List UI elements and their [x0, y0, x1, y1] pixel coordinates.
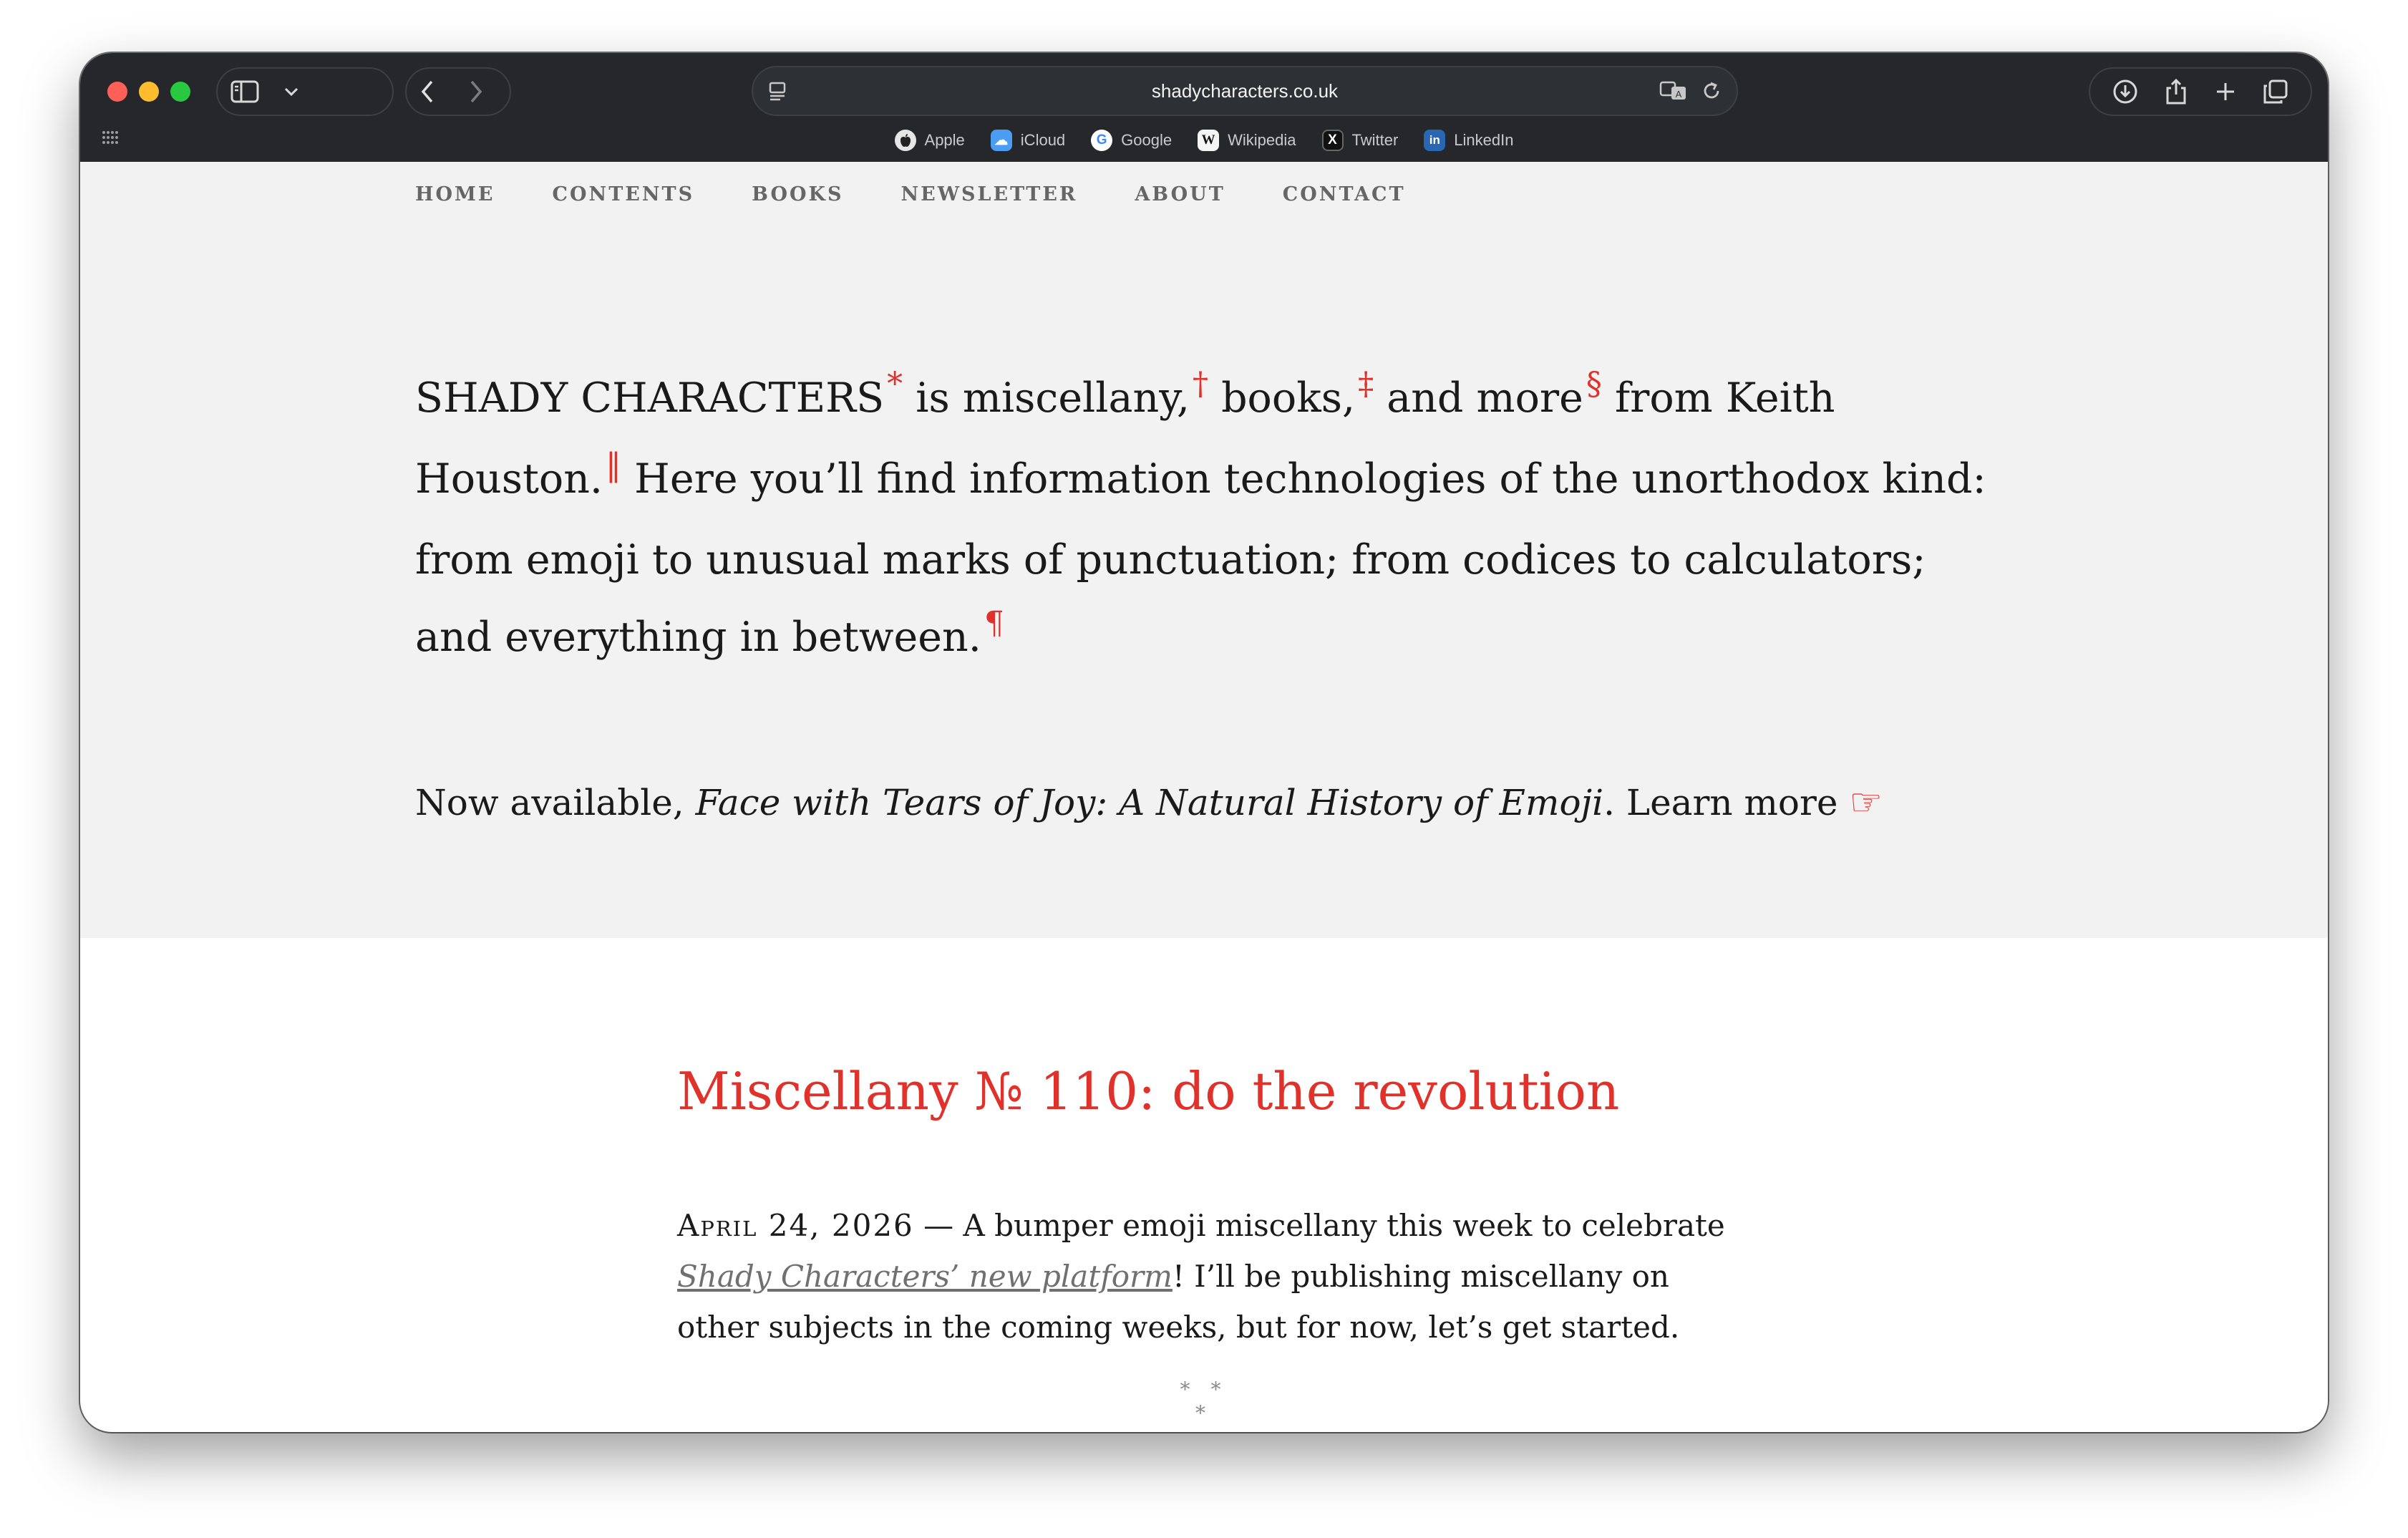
zoom-window-button[interactable]	[170, 82, 190, 102]
footnote-double-bar[interactable]: ‖	[606, 447, 622, 483]
sidebar-toggle-group	[216, 67, 394, 116]
favorite-icloud[interactable]: ☁ iCloud	[991, 127, 1065, 153]
apple-icon	[895, 130, 916, 151]
favorite-apple[interactable]: Apple	[895, 127, 965, 153]
footnote-asterisk[interactable]: *	[887, 366, 903, 402]
minimize-window-button[interactable]	[139, 82, 159, 102]
download-icon[interactable]	[2112, 79, 2138, 105]
section-separator: * * *	[1180, 1378, 1228, 1425]
toolbar-actions	[2089, 67, 2312, 116]
book-title: Face with Tears of Joy: A Natural History of Emoji	[695, 782, 1604, 823]
tab-overview-icon[interactable]	[2263, 79, 2288, 105]
browser-toolbar	[80, 53, 2328, 162]
nav-contents[interactable]: CONTENTS	[552, 183, 695, 205]
reload-icon[interactable]	[1701, 80, 1722, 105]
linkedin-icon: in	[1424, 130, 1445, 151]
learn-more-link[interactable]: Learn more	[1626, 782, 1838, 823]
wikipedia-icon: W	[1198, 130, 1219, 151]
footnote-pilcrow[interactable]: ¶	[984, 605, 1004, 642]
site-nav	[415, 183, 1406, 205]
browser-window	[80, 53, 2328, 1432]
footnote-dagger[interactable]: †	[1192, 366, 1208, 402]
footnote-section[interactable]: §	[1586, 366, 1602, 402]
google-icon: G	[1091, 130, 1112, 151]
hero-section	[80, 162, 2328, 938]
svg-text:A: A	[1675, 89, 1682, 100]
favorites-bar	[80, 127, 2328, 153]
new-platform-link[interactable]: Shady Characters’ new platform	[677, 1259, 1173, 1294]
nav-home[interactable]: HOME	[415, 183, 495, 205]
translate-icon[interactable]	[1659, 80, 1688, 105]
icloud-icon: ☁	[991, 130, 1012, 151]
nav-contact[interactable]: CONTACT	[1282, 183, 1406, 205]
back-arrow-icon[interactable]	[419, 79, 435, 104]
close-window-button[interactable]	[107, 82, 127, 102]
book-availability: Now available, Face with Tears of Joy: A Natural History of Emoji. Learn more ☞	[415, 781, 1883, 824]
share-icon[interactable]	[2165, 78, 2188, 105]
sidebar-icon[interactable]	[230, 80, 259, 103]
favorite-google[interactable]: G Google	[1091, 127, 1172, 153]
post-excerpt: April 24, 2026 — A bumper emoji miscellany this week to celebrate Shady Characters’ new platform! I’ll be publishing miscellany on other subjects in the coming weeks, but for now, let’s get started.	[677, 1208, 1725, 1345]
nav-newsletter[interactable]: NEWSLETTER	[900, 183, 1078, 205]
favorite-twitter[interactable]: X Twitter	[1322, 127, 1399, 153]
intro-paragraph: SHADY CHARACTERS* is miscellany,† books,‡ and more§ from Keith Houston.‖ Here you’ll find information technologies of the unorthodox kind: from emoji to unusual marks of punctuation; from codices to calculators; and everything in between.¶	[415, 366, 1986, 661]
new-tab-plus-icon[interactable]	[2215, 81, 2236, 102]
x-icon: X	[1322, 130, 1344, 151]
post-title[interactable]: Miscellany № 110: do the revolution	[677, 1061, 1620, 1121]
address-bar[interactable]	[752, 66, 1738, 116]
favorite-linkedin[interactable]: in LinkedIn	[1424, 127, 1513, 153]
post-date: April 24, 2026	[677, 1208, 914, 1243]
nav-books[interactable]: BOOKS	[752, 183, 844, 205]
chevron-down-icon[interactable]	[283, 86, 299, 97]
footnote-double-dagger[interactable]: ‡	[1358, 366, 1374, 402]
favorite-wikipedia[interactable]: W Wikipedia	[1198, 127, 1296, 153]
nav-about[interactable]: ABOUT	[1135, 183, 1225, 205]
url-text: shadycharacters.co.uk	[1151, 80, 1339, 102]
pointing-hand-icon[interactable]: ☞	[1849, 781, 1883, 824]
forward-arrow-icon[interactable]	[468, 79, 484, 104]
site-name: SHADY CHARACTERS	[415, 374, 885, 422]
history-nav-group	[405, 67, 511, 116]
